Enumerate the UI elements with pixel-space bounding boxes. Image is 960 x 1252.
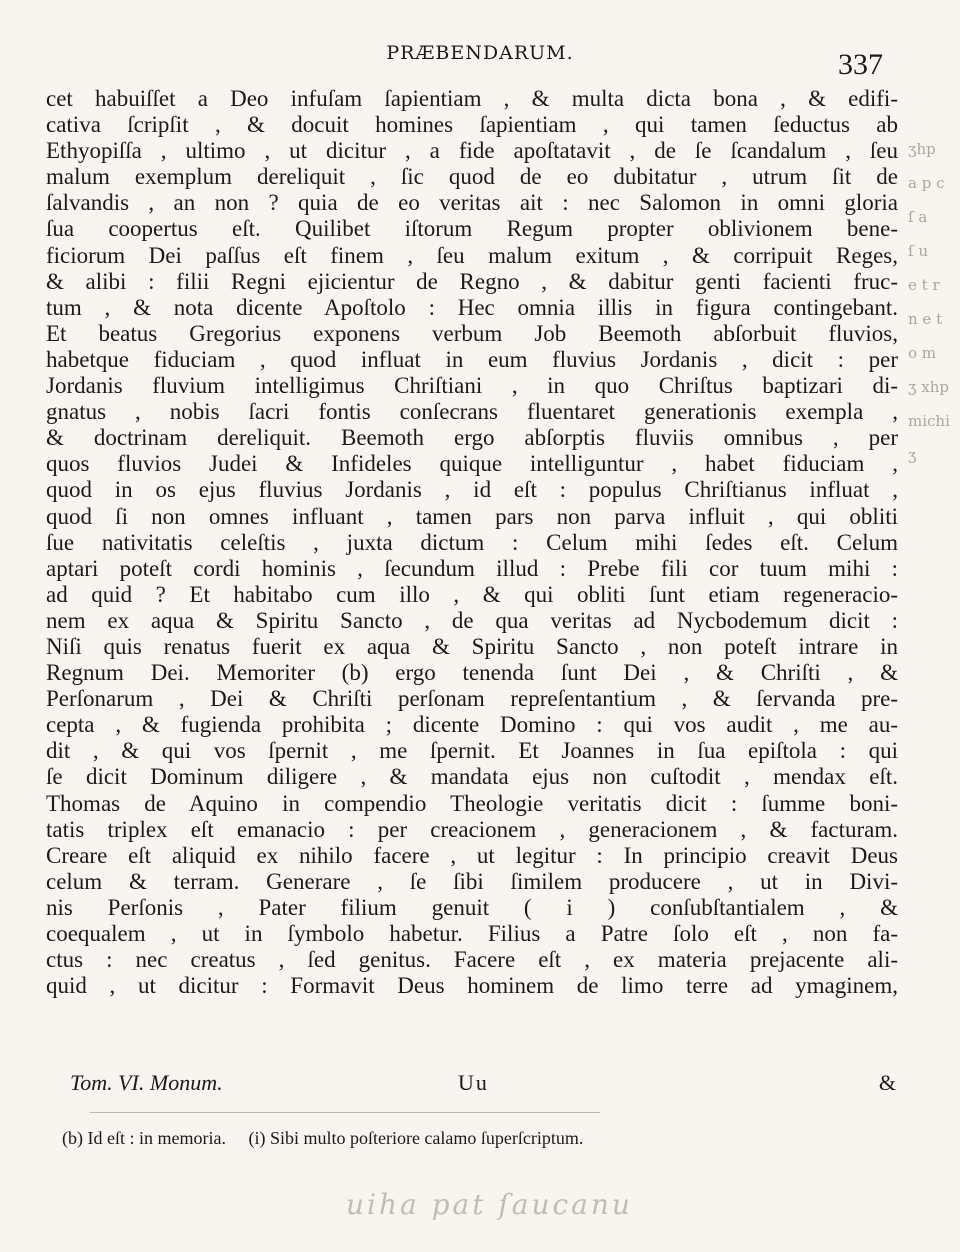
text-line: tatis triplex eſt emanacio : per creacionem , generacionem , & facturam. [46, 816, 898, 842]
text-line: cepta , & fugienda prohibita ; dicente Domino : qui vos audit , me au- [46, 712, 898, 738]
text-line: Thomas de Aquino in compendio Theologie veritatis dicit : ſumme boni- [46, 790, 898, 816]
gathering-signature: Uu [458, 1070, 489, 1095]
margin-note: o m [908, 344, 937, 362]
text-line: cativa ſcripſit , & docuit homines ſapientiam , qui tamen ſeductus ab [46, 112, 898, 138]
margin-note: michi [908, 412, 950, 430]
footnotes [62, 1128, 902, 1149]
margin-note: e t r [908, 276, 940, 294]
text-line: ctus : nec creatus , ſed genitus. Facere eſt , ex materia prejacente ali- [46, 947, 898, 973]
footnote-b: (b) Id eſt : in memoria. [62, 1128, 226, 1148]
volume-signature: Tom. VI. Monum. [70, 1070, 223, 1095]
text-line: malum exemplum dereliquit , ſic quod de eo dubitatur , utrum ſit de [46, 164, 898, 190]
text-line: Jordanis fluvium intelligimus Chriſtiani , in quo Chriſtus baptizari di- [46, 373, 898, 399]
text-line: Et beatus Gregorius exponens verbum Job Beemoth abſorbuit fluvios, [46, 320, 898, 346]
text-line: Creare eſt aliquid ex nihilo facere , ut legitur : In principio creavit Deus [46, 842, 898, 868]
text-line: gnatus , nobis ſacri fontis conſecrans fluentaret generationis exempla , [46, 399, 898, 425]
text-line: & doctrinam dereliquit. Beemoth ergo abſorptis fluviis omnibus , per [46, 425, 898, 451]
text-line: ſalvandis , an non ? quia de eo veritas ait : nec Salomon in omni gloria [46, 190, 898, 216]
text-line: ficiorum Dei paſſus eſt finem , ſeu malum exitum , & corripuit Reges, [46, 242, 898, 268]
text-line: & alibi : filii Regni ejicientur de Regno , & dabitur genti facienti fruc- [46, 268, 898, 294]
margin-note: ſ a [908, 208, 928, 226]
text-line: tum , & nota dicente Apoſtolo : Hec omnia illis in figura contingebant. [46, 294, 898, 320]
text-line: nem ex aqua & Spiritu Sancto , de qua veritas ad Nycbodemum dicit : [46, 607, 898, 633]
margin-note: ʒhp [908, 140, 936, 158]
running-head: PRÆBENDARUM. [386, 42, 574, 64]
text-line: Perſonarum , Dei & Chriſti perſonam repreſentantium , & ſervanda pre- [46, 686, 898, 712]
text-line: Niſi quis renatus fuerit ex aqua & Spiritu Sancto , non poteſt intrare in [46, 633, 898, 659]
text-line: Ethyopiſſa , ultimo , ut dicitur , a fide apoſtatavit , de ſe ſcandalum , ſeu [46, 138, 898, 164]
margin-note: ſ u [908, 242, 928, 260]
text-line: quos fluvios Judei & Infideles quique intelliguntur , habet fiduciam , [46, 451, 898, 477]
text-line: dit , & qui vos ſpernit , me ſpernit. Et Joannes in ſua epiſtola : qui [46, 738, 898, 764]
margin-note: ʒ xhp [908, 378, 949, 396]
page-footer [70, 1070, 896, 1100]
footnote-divider [90, 1112, 600, 1113]
text-line: quod ſi non omnes influant , tamen pars non parva influit , qui obliti [46, 503, 898, 529]
text-line: coequalem , ut in ſymbolo habetur. Filius a Patre ſolo eſt , non fa- [46, 921, 898, 946]
catchword: & [878, 1070, 896, 1095]
text-line: aptari poteſt cordi hominis , ſecundum illud : Prebe fili cor tuum mihi : [46, 555, 898, 581]
text-line: quod in os ejus fluvius Jordanis , id eſt : populus Chriſtianus influat , [46, 477, 898, 503]
page-number: 337 [838, 48, 883, 81]
text-line: ſe dicit Dominum diligere , & mandata ejus non cuſtodit , mendax eſt. [46, 764, 898, 790]
handwritten-note: uiha pat ſaucanu [346, 1188, 633, 1221]
footnote-i: (i) Sibi multo poſteriore calamo ſuperſcriptum. [248, 1128, 584, 1148]
text-line: ſua coopertus eſt. Quilibet iſtorum Regum propter oblivionem bene- [46, 216, 898, 242]
text-line: nis Perſonis , Pater filium genuit ( i ) conſubſtantialem , & [46, 894, 898, 920]
text-line: celum & terram. Generare , ſe ſibi ſimilem producere , ut in Divi- [46, 868, 898, 894]
text-line: Regnum Dei. Memoriter (b) ergo tenenda ſunt Dei , & Chriſti , & [46, 660, 898, 686]
margin-note: a p c [908, 174, 945, 192]
text-line: habetque fiduciam , quod influat in eum fluvius Jordanis , dicit : per [46, 346, 898, 372]
text-line: ſue nativitatis celeſtis , juxta dictum : Celum mihi ſedes eſt. Celum [46, 529, 898, 555]
margin-note: ʒ [908, 446, 917, 464]
body-text [46, 86, 898, 999]
text-line: ad quid ? Et habitabo cum illo , & qui obliti ſunt etiam regeneracio- [46, 581, 898, 607]
text-line: quid , ut dicitur : Formavit Deus hominem de limo terre ad ymaginem, [46, 973, 898, 999]
margin-note: n e t [908, 310, 943, 328]
text-line: cet habuiſſet a Deo infuſam ſapientiam , & multa dicta bona , & edifi- [46, 86, 898, 111]
margin-annotations [908, 140, 960, 480]
